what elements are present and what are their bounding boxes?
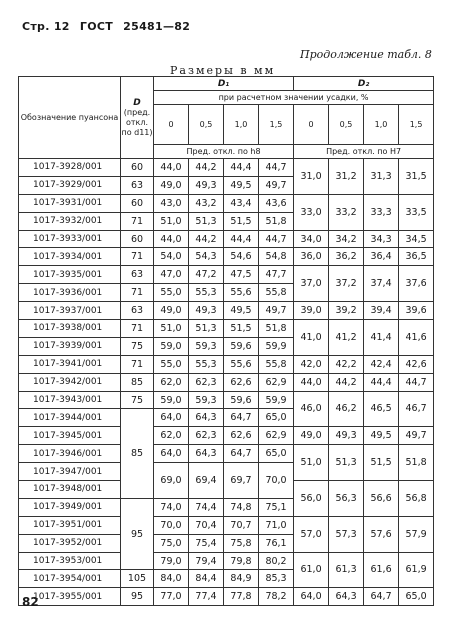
d2-cell: 46,0 (294, 391, 329, 427)
table-row (19, 302, 434, 320)
d1-cell: 44,7 (259, 230, 294, 248)
shrink-value: 1,0 (224, 105, 259, 145)
d1-cell: 59,6 (224, 391, 259, 409)
d1-cell: 44,2 (189, 159, 224, 177)
d1-cell: 62,9 (259, 427, 294, 445)
d2-cell: 46,5 (364, 391, 399, 427)
d-cell: 95 (121, 498, 154, 570)
d1-cell: 79,8 (224, 552, 259, 570)
col-d2: D₂ (294, 77, 434, 91)
d1-cell: 43,6 (259, 194, 294, 212)
d2-cell: 42,2 (329, 355, 364, 373)
d-cell: 60 (121, 230, 154, 248)
d2-cell: 61,9 (399, 552, 434, 588)
d2-cell: 56,0 (294, 481, 329, 517)
d2-cell: 57,0 (294, 516, 329, 552)
d1-cell: 55,0 (154, 284, 189, 302)
d-cell: 71 (121, 355, 154, 373)
d2-cell: 49,0 (294, 427, 329, 445)
d1-cell: 51,5 (224, 320, 259, 338)
d1-cell: 51,8 (259, 320, 294, 338)
d-cell: 63 (121, 266, 154, 284)
col-shrinkage: при расчетном значении усадки, % (154, 91, 434, 105)
d1-cell: 64,0 (154, 409, 189, 427)
d1-cell: 59,9 (259, 391, 294, 409)
designation-cell: 1017-3936/001 (19, 284, 121, 302)
d-cell: 75 (121, 337, 154, 355)
d2-cell: 36,5 (399, 248, 434, 266)
d2-cell: 56,6 (364, 481, 399, 517)
d-cell: 60 (121, 159, 154, 177)
d1-cell: 51,0 (154, 212, 189, 230)
d2-cell: 44,0 (294, 373, 329, 391)
designation-cell: 1017-3948/001 (19, 481, 121, 499)
d2-cell: 33,0 (294, 194, 329, 230)
d1-cell: 55,3 (189, 284, 224, 302)
d1-cell: 51,5 (224, 212, 259, 230)
standard-label: ГОСТ (79, 20, 114, 33)
d1-cell: 55,8 (259, 355, 294, 373)
d2-cell: 51,3 (329, 445, 364, 481)
d1-cell: 44,2 (189, 230, 224, 248)
d1-cell: 43,0 (154, 194, 189, 212)
d1-cell: 69,4 (189, 463, 224, 499)
designation-cell: 1017-3938/001 (19, 320, 121, 338)
designation-cell: 1017-3946/001 (19, 445, 121, 463)
shrink-value: 0,5 (329, 105, 364, 145)
d1-cell: 44,0 (154, 230, 189, 248)
d1-cell: 62,9 (259, 373, 294, 391)
d1-cell: 71,0 (259, 516, 294, 534)
d2-cell: 46,2 (329, 391, 364, 427)
d2-cell: 42,4 (364, 355, 399, 373)
d2-cell: 57,6 (364, 516, 399, 552)
page-header (22, 20, 196, 33)
d1-cell: 59,3 (189, 337, 224, 355)
d1-cell: 80,2 (259, 552, 294, 570)
d1-cell: 59,0 (154, 337, 189, 355)
table-row (19, 194, 434, 212)
d1-cell: 54,3 (189, 248, 224, 266)
d1-cell: 85,3 (259, 570, 294, 588)
d1-cell: 47,2 (189, 266, 224, 284)
d1-cell: 62,3 (189, 373, 224, 391)
shrink-value: 0,5 (189, 105, 224, 145)
designation-cell: 1017-3951/001 (19, 516, 121, 534)
d2-cell: 49,7 (399, 427, 434, 445)
designation-cell: 1017-3952/001 (19, 534, 121, 552)
designation-cell: 1017-3935/001 (19, 266, 121, 284)
d1-cell: 74,0 (154, 498, 189, 516)
designation-cell: 1017-3943/001 (19, 391, 121, 409)
d2-cell: 49,3 (329, 427, 364, 445)
designation-cell: 1017-3953/001 (19, 552, 121, 570)
d2-cell: 31,3 (364, 159, 399, 195)
d1-cell: 62,0 (154, 373, 189, 391)
d1-cell: 64,7 (224, 409, 259, 427)
col-d1: D₁ (154, 77, 294, 91)
d1-cell: 65,0 (259, 409, 294, 427)
d1-cell: 49,7 (259, 176, 294, 194)
d1-cell: 70,0 (154, 516, 189, 534)
d1-cell: 69,7 (224, 463, 259, 499)
d2-cell: 49,5 (364, 427, 399, 445)
d2-cell: 37,2 (329, 266, 364, 302)
d2-cell: 51,8 (399, 445, 434, 481)
designation-cell: 1017-3941/001 (19, 355, 121, 373)
designation-cell: 1017-3937/001 (19, 302, 121, 320)
d1-cell: 47,0 (154, 266, 189, 284)
d2-cell: 65,0 (399, 588, 434, 606)
d1-cell: 49,3 (189, 302, 224, 320)
designation-cell: 1017-3954/001 (19, 570, 121, 588)
d1-cell: 43,2 (189, 194, 224, 212)
d1-cell: 59,0 (154, 391, 189, 409)
d1-cell: 75,8 (224, 534, 259, 552)
d2-cell: 39,6 (399, 302, 434, 320)
d-cell: 60 (121, 194, 154, 212)
d2-cell: 57,9 (399, 516, 434, 552)
d1-cell: 44,7 (259, 159, 294, 177)
table-row (19, 355, 434, 373)
d2-cell: 44,7 (399, 373, 434, 391)
table-title: Размеры в мм (170, 64, 276, 77)
designation-cell: 1017-3929/001 (19, 176, 121, 194)
d2-cell: 64,7 (364, 588, 399, 606)
d1-cell: 84,0 (154, 570, 189, 588)
d1-cell: 74,4 (189, 498, 224, 516)
d-cell: 85 (121, 409, 154, 498)
d1-cell: 49,5 (224, 176, 259, 194)
designation-cell: 1017-3955/001 (19, 588, 121, 606)
d1-cell: 74,8 (224, 498, 259, 516)
d1-cell: 54,6 (224, 248, 259, 266)
designation-cell: 1017-3942/001 (19, 373, 121, 391)
d-cell: 105 (121, 570, 154, 588)
table-row (19, 427, 434, 445)
d2-cell: 33,5 (399, 194, 434, 230)
d2-cell: 44,4 (364, 373, 399, 391)
d1-cell: 77,4 (189, 588, 224, 606)
col-designation: Обозначение пуансона (19, 77, 121, 159)
d1-cell: 55,8 (259, 284, 294, 302)
d-cell: 71 (121, 320, 154, 338)
d1-cell: 75,0 (154, 534, 189, 552)
d1-cell: 64,3 (189, 409, 224, 427)
d1-cell: 59,9 (259, 337, 294, 355)
table-row (19, 552, 434, 570)
d-cell: 63 (121, 176, 154, 194)
d2-cell: 39,2 (329, 302, 364, 320)
d1-cell: 55,6 (224, 355, 259, 373)
designation-cell: 1017-3928/001 (19, 159, 121, 177)
d2-cell: 34,3 (364, 230, 399, 248)
d-cell: 95 (121, 588, 154, 606)
d2-cell: 42,6 (399, 355, 434, 373)
d2-cell: 64,0 (294, 588, 329, 606)
d1-cell: 44,4 (224, 159, 259, 177)
designation-cell: 1017-3933/001 (19, 230, 121, 248)
d1-cell: 59,6 (224, 337, 259, 355)
d2-cell: 46,7 (399, 391, 434, 427)
designation-cell: 1017-3931/001 (19, 194, 121, 212)
d2-cell: 37,6 (399, 266, 434, 302)
d-cell: 63 (121, 302, 154, 320)
col-d-note: (пред. откл. по d11) (121, 107, 153, 137)
d-cell: 71 (121, 284, 154, 302)
table-row (19, 516, 434, 534)
col-d (121, 77, 154, 159)
d1-cell: 75,4 (189, 534, 224, 552)
d1-cell: 55,6 (224, 284, 259, 302)
table-row (19, 588, 434, 606)
designation-cell: 1017-3945/001 (19, 427, 121, 445)
page-ref: Стр. 12 (22, 20, 70, 33)
table-row (19, 266, 434, 284)
d2-cell: 37,0 (294, 266, 329, 302)
d1-cell: 49,7 (259, 302, 294, 320)
table-row (19, 320, 434, 338)
d2-cell: 42,0 (294, 355, 329, 373)
d1-cell: 44,0 (154, 159, 189, 177)
d1-cell: 51,0 (154, 320, 189, 338)
d-cell: 75 (121, 391, 154, 409)
d-cell: 71 (121, 212, 154, 230)
d1-cell: 49,3 (189, 176, 224, 194)
d1-cell: 75,1 (259, 498, 294, 516)
d2-cell: 31,2 (329, 159, 364, 195)
shrink-value: 0 (154, 105, 189, 145)
d1-cell: 77,8 (224, 588, 259, 606)
tolerance-d1: Пред. откл. по h8 (154, 145, 294, 159)
d2-cell: 34,2 (329, 230, 364, 248)
d1-cell: 51,3 (189, 320, 224, 338)
shrink-value: 1,5 (259, 105, 294, 145)
d2-cell: 39,4 (364, 302, 399, 320)
continuation-note: Продолжение табл. 8 (300, 48, 432, 61)
d1-cell: 77,0 (154, 588, 189, 606)
d1-cell: 62,0 (154, 427, 189, 445)
d1-cell: 49,5 (224, 302, 259, 320)
dimensions-table (18, 76, 434, 606)
d1-cell: 70,4 (189, 516, 224, 534)
d2-cell: 41,4 (364, 320, 399, 356)
d1-cell: 54,0 (154, 248, 189, 266)
d1-cell: 59,3 (189, 391, 224, 409)
table-row (19, 391, 434, 409)
d2-cell: 36,2 (329, 248, 364, 266)
d2-cell: 41,2 (329, 320, 364, 356)
d1-cell: 51,3 (189, 212, 224, 230)
d1-cell: 84,4 (189, 570, 224, 588)
designation-cell: 1017-3949/001 (19, 498, 121, 516)
d1-cell: 44,4 (224, 230, 259, 248)
d-cell: 85 (121, 373, 154, 391)
d1-cell: 79,4 (189, 552, 224, 570)
d1-cell: 70,7 (224, 516, 259, 534)
d2-cell: 41,0 (294, 320, 329, 356)
d2-cell: 39,0 (294, 302, 329, 320)
d2-cell: 56,3 (329, 481, 364, 517)
d1-cell: 78,2 (259, 588, 294, 606)
d1-cell: 64,7 (224, 445, 259, 463)
d2-cell: 37,4 (364, 266, 399, 302)
d2-cell: 36,4 (364, 248, 399, 266)
d2-cell: 34,0 (294, 230, 329, 248)
d2-cell: 64,3 (329, 588, 364, 606)
d1-cell: 55,3 (189, 355, 224, 373)
d2-cell: 61,0 (294, 552, 329, 588)
d1-cell: 84,9 (224, 570, 259, 588)
d1-cell: 64,0 (154, 445, 189, 463)
shrink-value: 1,0 (364, 105, 399, 145)
d2-cell: 44,2 (329, 373, 364, 391)
d1-cell: 55,0 (154, 355, 189, 373)
d2-cell: 61,6 (364, 552, 399, 588)
d1-cell: 70,0 (259, 463, 294, 499)
d1-cell: 47,7 (259, 266, 294, 284)
d-cell: 71 (121, 248, 154, 266)
d1-cell: 43,4 (224, 194, 259, 212)
page-number: 82 (22, 595, 39, 609)
table-row (19, 159, 434, 177)
d1-cell: 76,1 (259, 534, 294, 552)
d2-cell: 56,8 (399, 481, 434, 517)
d1-cell: 65,0 (259, 445, 294, 463)
table-row (19, 230, 434, 248)
d2-cell: 61,3 (329, 552, 364, 588)
d2-cell: 34,5 (399, 230, 434, 248)
shrink-value: 0 (294, 105, 329, 145)
d1-cell: 49,0 (154, 176, 189, 194)
d2-cell: 33,2 (329, 194, 364, 230)
designation-cell: 1017-3939/001 (19, 337, 121, 355)
d2-cell: 51,5 (364, 445, 399, 481)
d1-cell: 51,8 (259, 212, 294, 230)
table-row (19, 373, 434, 391)
d2-cell: 57,3 (329, 516, 364, 552)
d1-cell: 64,3 (189, 445, 224, 463)
shrink-value: 1,5 (399, 105, 434, 145)
d1-cell: 49,0 (154, 302, 189, 320)
d2-cell: 36,0 (294, 248, 329, 266)
designation-cell: 1017-3934/001 (19, 248, 121, 266)
d1-cell: 62,3 (189, 427, 224, 445)
designation-cell: 1017-3932/001 (19, 212, 121, 230)
table-row (19, 248, 434, 266)
d2-cell: 51,0 (294, 445, 329, 481)
d1-cell: 47,5 (224, 266, 259, 284)
d1-cell: 54,8 (259, 248, 294, 266)
d1-cell: 79,0 (154, 552, 189, 570)
table-row (19, 445, 434, 463)
designation-cell: 1017-3944/001 (19, 409, 121, 427)
d2-cell: 31,5 (399, 159, 434, 195)
d2-cell: 31,0 (294, 159, 329, 195)
standard-number: 25481—82 (123, 20, 191, 33)
d1-cell: 62,6 (224, 427, 259, 445)
col-d-symbol: D (133, 97, 141, 108)
d2-cell: 33,3 (364, 194, 399, 230)
d1-cell: 69,0 (154, 463, 189, 499)
tolerance-d2: Пред. откл. по H7 (294, 145, 434, 159)
designation-cell: 1017-3947/001 (19, 463, 121, 481)
d2-cell: 41,6 (399, 320, 434, 356)
d1-cell: 62,6 (224, 373, 259, 391)
